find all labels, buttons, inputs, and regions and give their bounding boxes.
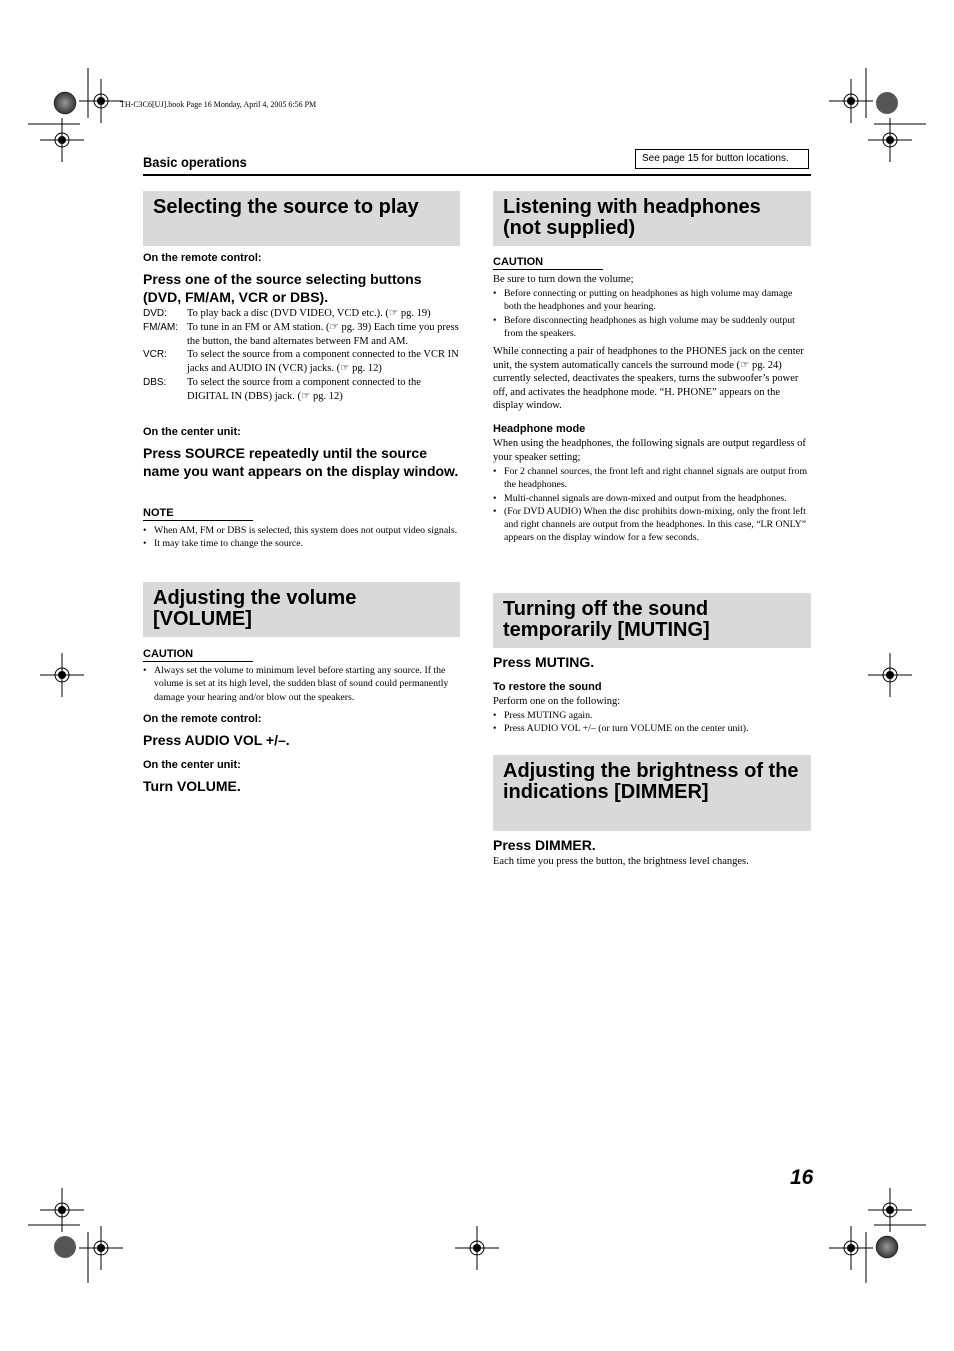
mode-item: • (For DVD AUDIO) When the disc prohibits down-mixing, only the front left and right channels are output from the headphones. In this case, “LR ONLY” appears on the display window for a few seconds. xyxy=(493,505,811,545)
file-info: TH-C3C6[UJ].book Page 16 Monday, April 4, 2005 6:56 PM xyxy=(120,100,317,109)
on-center-label: On the center unit: xyxy=(143,426,241,438)
on-remote-label: On the remote control: xyxy=(143,713,262,725)
title-dimmer: Adjusting the brightness of the indications [DIMMER] xyxy=(493,755,811,831)
dimmer-description: Each time you press the button, the brightness level changes. xyxy=(493,856,749,867)
title-adjusting-volume: Adjusting the volume [VOLUME] xyxy=(143,582,460,637)
caution-label: CAUTION xyxy=(143,648,253,662)
note-label: NOTE xyxy=(143,507,253,521)
caution-label: CAUTION xyxy=(493,256,603,270)
headphone-mode-list xyxy=(493,465,811,545)
def-vcr: VCR: To select the source from a component connected to the VCR IN jacks and AUDIO IN (VCR) jacks. (☞ pg. 12) xyxy=(143,349,459,375)
headphone-mode-intro: When using the headphones, the following signals are output regardless of your speaker setting; xyxy=(493,438,806,463)
note-list xyxy=(143,524,461,551)
headphone-paragraph: While connecting a pair of headphones to the PHONES jack on the center unit, the system automatically cancels the surround mode (☞ pg. 24) currently selected, deactivates the speakers, turns the subwoofer’s power off, and activates the headphone mode. “H. PHONE” appears on the display window. xyxy=(493,346,804,411)
source-definitions xyxy=(143,307,463,404)
volume-instruction-2: Turn VOLUME. xyxy=(143,778,241,794)
dimmer-instruction: Press DIMMER. xyxy=(493,837,596,853)
source-instruction: Press SOURCE repeatedly until the source name you want appears on the display window. xyxy=(143,445,459,479)
see-page-box: See page 15 for button locations. xyxy=(635,149,809,169)
restore-intro: Perform one on the following: xyxy=(493,696,621,707)
page-number: 16 xyxy=(790,1166,814,1189)
volume-caution-list xyxy=(143,664,461,704)
def-dvd: DVD: To play back a disc (DVD VIDEO, VCD etc.). (☞ pg. 19) xyxy=(143,308,431,319)
title-muting: Turning off the sound temporarily [MUTING] xyxy=(493,593,811,648)
note-item: • It may take time to change the source. xyxy=(143,537,461,550)
note-item: • When AM, FM or DBS is selected, this system does not output video signals. xyxy=(143,524,461,537)
restore-item: • Press MUTING again. xyxy=(493,709,811,722)
on-remote-label: On the remote control: xyxy=(143,252,262,264)
muting-instruction: Press MUTING. xyxy=(493,654,595,670)
select-instruction: Press one of the source selecting buttons (DVD, FM/AM, VCR or DBS). xyxy=(143,271,422,305)
headphone-mode-label: Headphone mode xyxy=(493,423,586,435)
mode-item: • Multi-channel signals are down-mixed and output from the headphones. xyxy=(493,492,811,505)
caution-item: • Always set the volume to minimum level before starting any source. If the volume is set at its high level, the sudden blast of sound could permanently damage your hearing and/or blow out the speakers. xyxy=(143,664,461,704)
restore-label: To restore the sound xyxy=(493,681,602,693)
title-selecting-source: Selecting the source to play xyxy=(143,191,460,246)
section-header: Basic operations xyxy=(143,154,247,170)
restore-item: • Press AUDIO VOL +/– (or turn VOLUME on the center unit). xyxy=(493,722,811,735)
def-dbs: DBS: To select the source from a component connected to the DIGITAL IN (DBS) jack. (☞ pg. 12) xyxy=(143,376,421,402)
header-rule xyxy=(143,174,811,176)
volume-instruction: Press AUDIO VOL +/–. xyxy=(143,732,290,748)
mode-item: • For 2 channel sources, the front left and right channel signals are output from the headphones. xyxy=(493,465,811,492)
def-fmam: FM/AM: To tune in an FM or AM station. (☞ pg. 39) Each time you press the button, the band alternates between FM and AM. xyxy=(143,321,459,347)
title-headphones: Listening with headphones (not supplied) xyxy=(493,191,811,246)
headphone-caution-list xyxy=(493,287,811,340)
caution-intro: Be sure to turn down the volume; xyxy=(493,274,634,285)
caution-item: • Before connecting or putting on headphones as high volume may damage both the headphones and your hearing. xyxy=(493,287,811,314)
on-center-label: On the center unit: xyxy=(143,759,241,771)
restore-list xyxy=(493,709,811,736)
caution-item: • Before disconnecting headphones as high volume may be suddenly output from the speakers. xyxy=(493,314,811,341)
